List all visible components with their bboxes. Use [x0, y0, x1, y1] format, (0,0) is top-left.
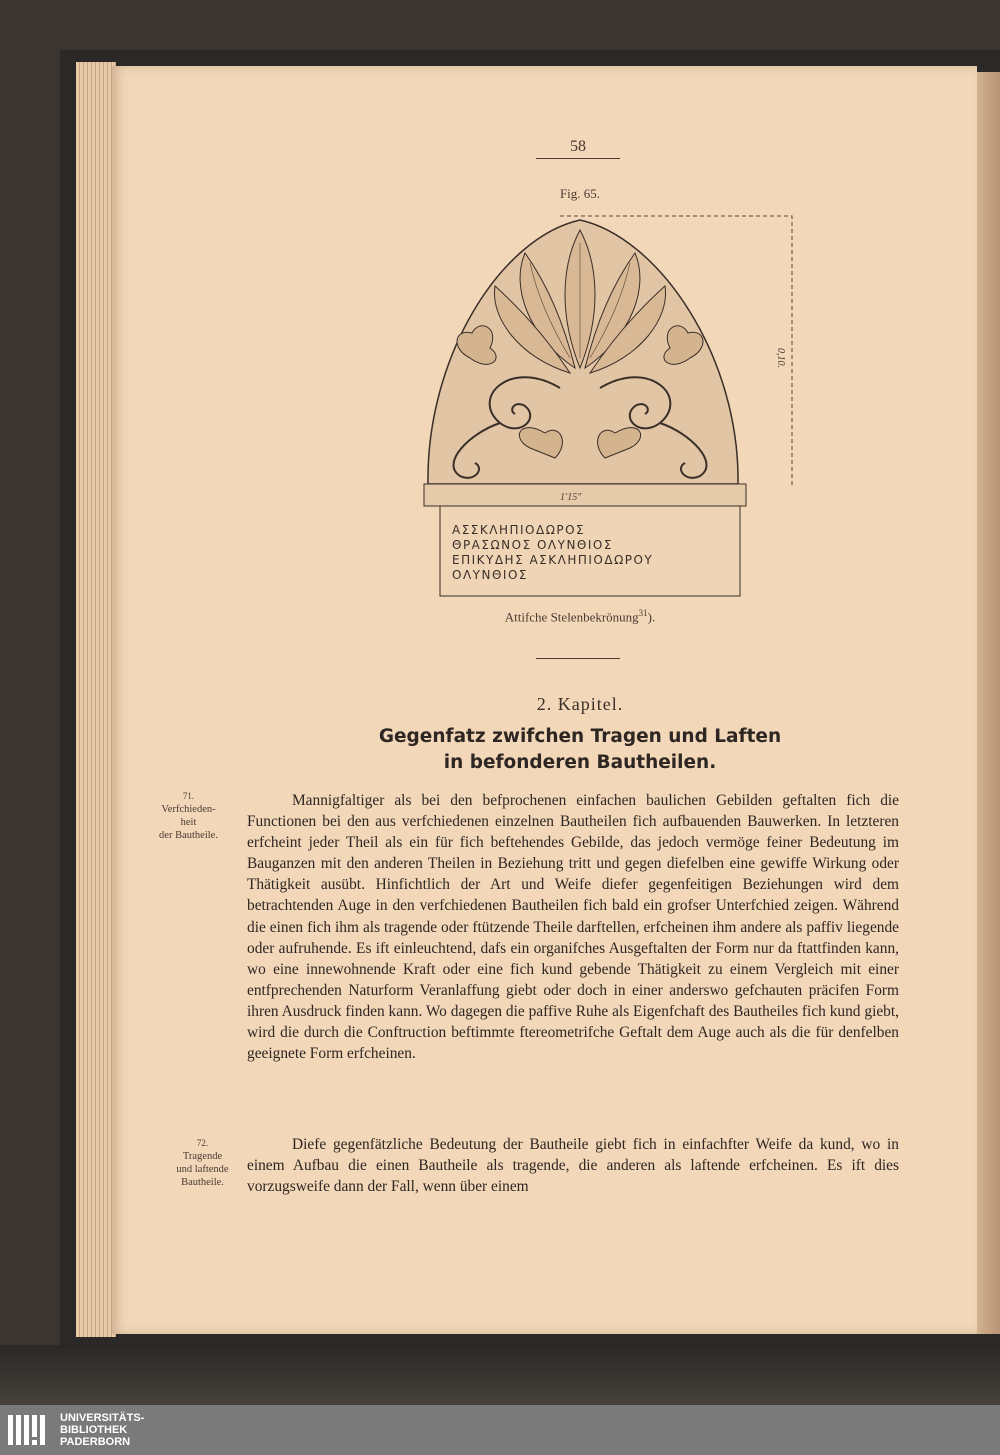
library-name-line: PADERBORN	[60, 1436, 131, 1448]
body-paragraph: Mannigfaltiger als bei den befprochenen einfachen baulichen Gebilden geftalten fich die Functionen bei den aus verfchiedenen einzelnen Bautheilen fich aufbauenden Bauwerken. In letzteren erfcheint jeder Theil als ein für fich beftehendes Gebilde, das jedoch vermöge feiner Bedeutung im Bauganzen mit den anderen Theilen in Beziehung tritt und gegen diefelben eine gewiffe Wirkung oder Thätigkeit ausübt. Hinfichtlich der Art und Weife diefer gegenfeitigen Beziehungen wird dem betrachtenden Auge in den verfchiedenen Bautheilen fich bald ein grofser Unterfchied zeigen. Während die einen fich ihm als tragende oder ftützende Theile darftellen, erfcheinen ihm andere als paffiv liegende oder aufruhende. Es ift einleuchtend, dafs ein organifches Ausgeftalten der Form nur da ftattfinden kann, wo eine innewohnende Kraft oder eine fich kund gebende Thätigkeit zu einem Vergleich mit einer entfprechenden Naturform Veranlaffung giebt oder doch in einer anderswo gefchauten präcifen Form ihren Ausdruck finden kann. Wo dagegen die paffive Ruhe als Eigenfchaft des Bautheiles fich kund giebt, wird die durch die Conftruction beftimmte ftereometrifche Geftalt dem Auge auch als die für denfelben geeignete Form erfcheinen.	[247, 792, 899, 1063]
body-paragraph: Diefe gegenfätzliche Bedeutung der Bautheile giebt fich in einfachfter Weife da kund, wo in einem Aufbau die einen Bautheile als tragende, die anderen als laftende erfcheinen. Es ift dies vorzugsweife dann der Fall, wenn über einem	[247, 1136, 899, 1196]
figure-label: Fig. 65.	[559, 186, 601, 201]
width-dimension-label: 1′15″	[560, 492, 582, 503]
inscription-line: ΘΡΑΣΩΝΟΣ ΟΛΥΝΘΙΟΣ	[452, 538, 613, 552]
library-footer-bar	[0, 1405, 1000, 1455]
book-cover-edge	[0, 1345, 1000, 1405]
marginal-line: und laftende	[176, 1164, 229, 1175]
marginal-line: Tragende	[182, 1151, 223, 1162]
marginal-line: der Bautheile.	[159, 830, 218, 841]
page-stack-edges	[76, 62, 116, 1337]
inscription-line: ΟΛΥΝΘΙΟΣ	[452, 568, 528, 582]
marginal-number: 71.	[182, 791, 195, 801]
stele-cornice	[424, 484, 746, 506]
library-name-line: BIBLIOTHEK	[60, 1424, 128, 1436]
caption-suffix: ).	[647, 609, 656, 625]
section-divider	[536, 658, 620, 659]
inscription-line: ΕΠΙΚΥΔΗΣ ΑΣΚΛΗΠΙΟΔΩΡΟΥ	[452, 553, 654, 567]
library-name	[60, 1412, 260, 1448]
marginal-number: 72.	[196, 1138, 209, 1148]
marginal-line: heit	[180, 817, 197, 828]
stele-crown-illustration	[410, 208, 810, 608]
marginal-line: Verfchieden-	[161, 804, 216, 815]
library-name-line: UNIVERSITÄTS-	[60, 1412, 145, 1424]
caption-text: Attifche Stelenbekrönung	[504, 609, 639, 625]
marginal-note-72	[160, 1137, 245, 1189]
library-logo-icon	[6, 1411, 54, 1449]
page-number: 58	[536, 138, 620, 159]
chapter-title	[330, 724, 830, 776]
marginal-note-71	[146, 790, 231, 842]
chapter-label: 2. Kapitel.	[536, 694, 624, 714]
marginal-line: Bautheile.	[181, 1177, 224, 1188]
inscription-line: ΑΣΣΚΛΗΠΙΟΔΩΡΟΣ	[452, 523, 586, 537]
caption-footnote: 31	[638, 608, 648, 618]
height-dimension-label: 0,10.	[775, 348, 786, 368]
chapter-title-line: Gegenfatz zwifchen Tragen und Laften	[378, 726, 782, 747]
chapter-title-line: in befonderen Bautheilen.	[443, 752, 717, 773]
figure-caption	[440, 608, 720, 625]
